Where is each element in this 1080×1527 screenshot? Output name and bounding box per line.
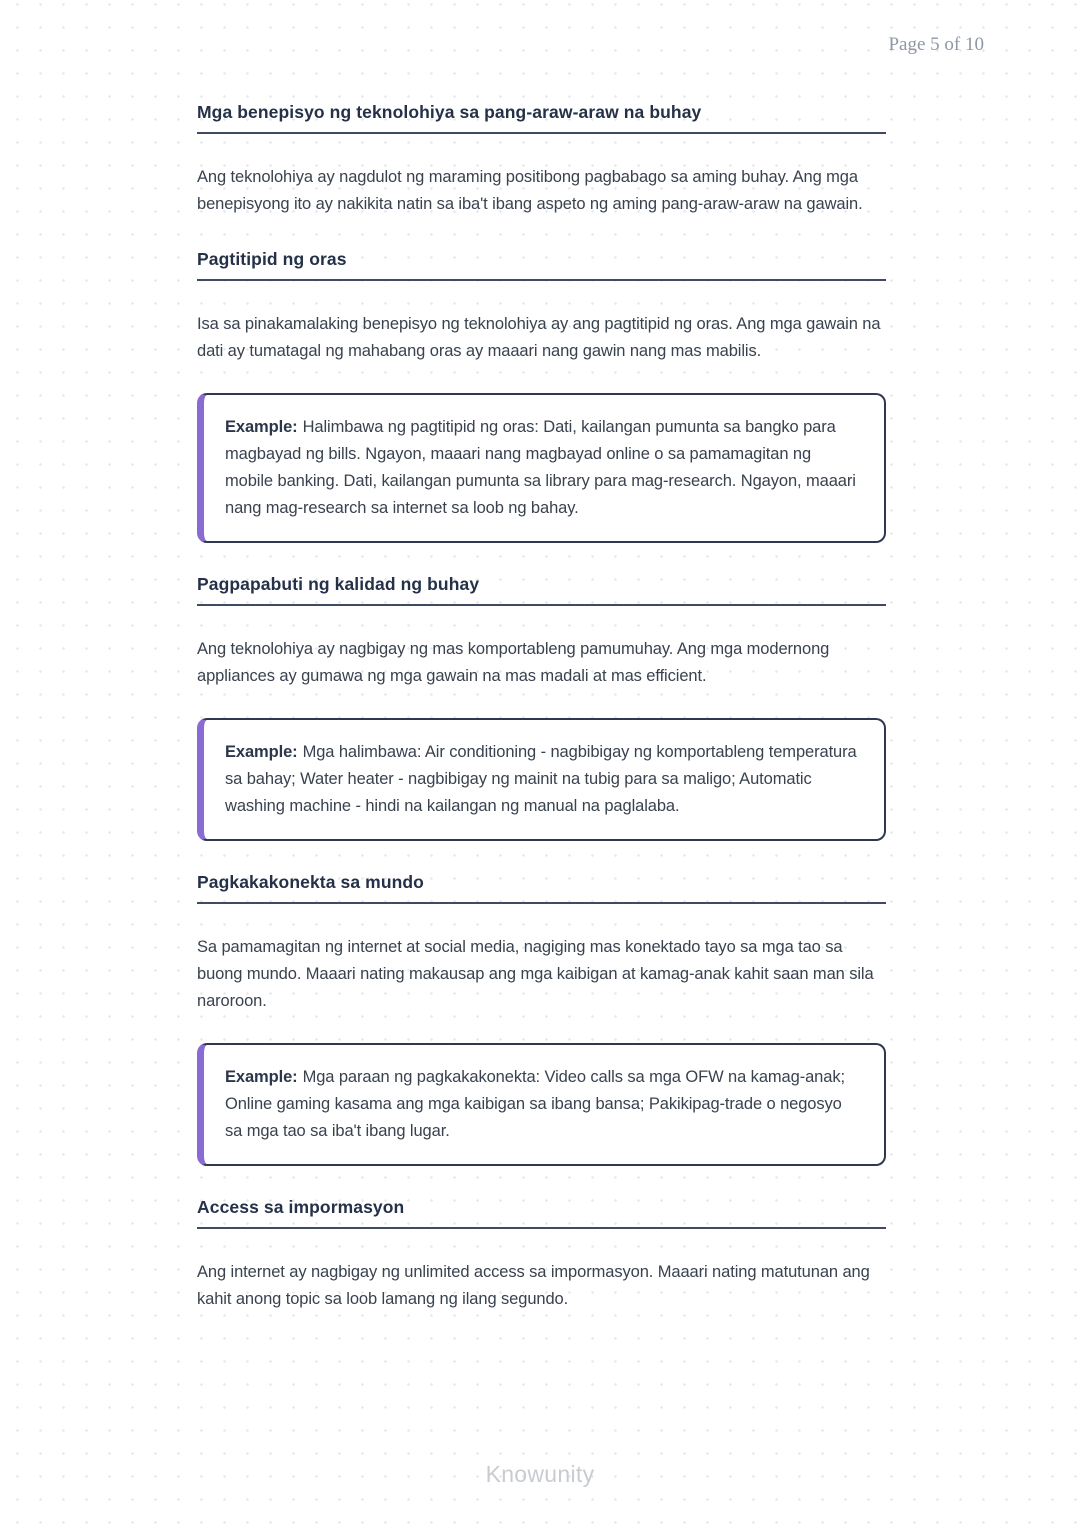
- section-heading: Mga benepisyo ng teknolohiya sa pang-araw-araw na buhay: [197, 101, 886, 134]
- section-paragraph: Isa sa pinakamalaking benepisyo ng teknolohiya ay ang pagtitipid ng oras. Ang mga gawain na dati ay tumatagal ng mahabang oras ay maaari nang gawin nang mas mabilis.: [197, 315, 881, 360]
- section-paragraph: Ang teknolohiya ay nagdulot ng maraming positibong pagbabago sa aming buhay. Ang mga benepisyong ito ay nakikita natin sa iba't ibang aspeto ng aming pang-araw-araw na gawain.: [197, 168, 863, 213]
- example-label: Example:: [225, 743, 298, 761]
- section-paragraph: Ang teknolohiya ay nagbigay ng mas komportableng pamumuhay. Ang mga modernong appliances ay gumawa ng mga gawain na mas madali at mas efficient.: [197, 640, 830, 685]
- section-heading: Pagkakakonekta sa mundo: [197, 871, 886, 904]
- section-paragraph: Ang internet ay nagbigay ng unlimited access sa impormasyon. Maaari nating matutunan ang kahit anong topic sa loob lamang ng ilang segundo.: [197, 1263, 870, 1308]
- example-text: [225, 739, 858, 820]
- example-box: [197, 718, 886, 841]
- example-label: Example:: [225, 1068, 298, 1086]
- example-body: Mga halimbawa: Air conditioning - nagbibigay ng komportableng temperatura sa bahay; Water heater - nagbibigay ng mainit na tubig para sa maligo; Automatic washing machine - hindi na kailangan ng manual na paglalaba.: [225, 743, 857, 815]
- section-heading: Pagpapabuti ng kalidad ng buhay: [197, 573, 886, 606]
- example-box: [197, 393, 886, 543]
- section-pagtitipid-ng-oras: [197, 248, 886, 543]
- section-pagkakakonekta: [197, 871, 886, 1166]
- example-label: Example:: [225, 418, 298, 436]
- section-heading: Access sa impormasyon: [197, 1196, 886, 1229]
- section-benepisyo: [197, 101, 886, 218]
- footer-brand-watermark: Knowunity: [485, 1461, 595, 1487]
- page-footer: [0, 1461, 1080, 1488]
- section-heading: Pagtitipid ng oras: [197, 248, 886, 281]
- example-text: [225, 1064, 858, 1145]
- example-text: [225, 414, 858, 522]
- example-box: [197, 1043, 886, 1166]
- section-paragraph: Sa pamamagitan ng internet at social media, nagiging mas konektado tayo sa mga tao sa buong mundo. Maaari nating makausap ang mga kaibigan at kamag-anak kahit saan man sila naroroon.: [197, 938, 874, 1010]
- document-content: [197, 0, 886, 1313]
- example-body: Mga paraan ng pagkakakonekta: Video calls sa mga OFW na kamag-anak; Online gaming kasama ang mga kaibigan sa ibang bansa; Pakikipag-trade o negosyo sa mga tao sa iba't ibang lugar.: [225, 1068, 845, 1140]
- page-number: Page 5 of 10: [888, 34, 984, 55]
- section-pagpapabuti-ng-kalidad: [197, 573, 886, 841]
- section-access-sa-impormasyon: [197, 1196, 886, 1313]
- example-body: Halimbawa ng pagtitipid ng oras: Dati, kailangan pumunta sa bangko para magbayad ng bills. Ngayon, maaari nang magbayad online o sa pamamagitan ng mobile banking. Dati, kailangan pumunta sa library para mag-research. Ngayon, maaari nang mag-research sa internet sa loob ng bahay.: [225, 418, 856, 517]
